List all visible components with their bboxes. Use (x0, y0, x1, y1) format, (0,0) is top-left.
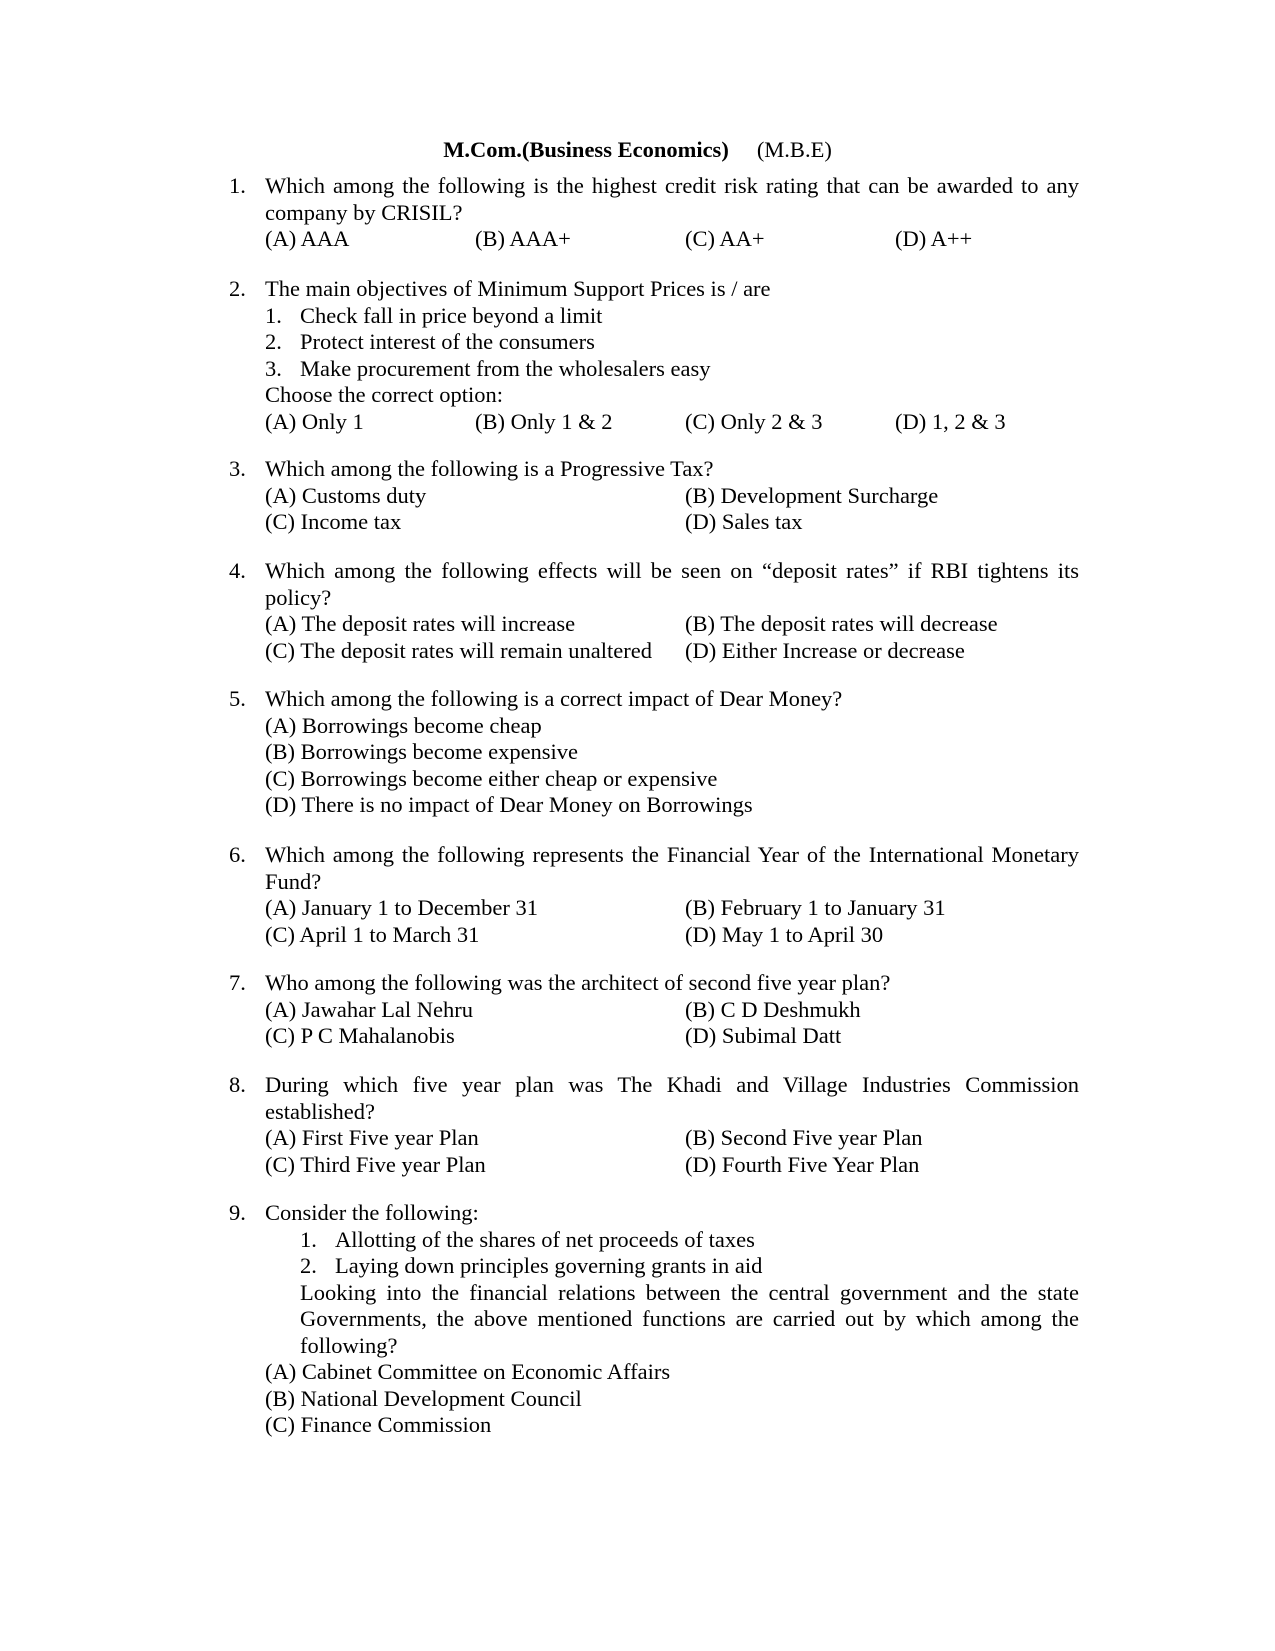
options (265, 611, 1079, 664)
option-b: (B) Borrowings become expensive (265, 739, 579, 764)
option-c: (C) P C Mahalanobis (265, 1023, 455, 1048)
question-6 (229, 842, 1079, 948)
options (265, 1125, 1079, 1178)
option-d: (D) Either Increase or decrease (685, 637, 965, 663)
question-number: 6. (229, 842, 246, 867)
question-stem: Which among the following is the highest credit risk rating that can be awarded to any company by CRISIL? (265, 173, 1079, 225)
option-b: (B) Development Surcharge (685, 482, 939, 508)
question-stem: Who among the following was the architect of second five year plan? (265, 970, 891, 995)
question-number: 9. (229, 1200, 246, 1225)
question-2 (229, 276, 1079, 435)
option-d: (D) There is no impact of Dear Money on Borrowings (265, 792, 753, 817)
page-title (0, 137, 1275, 164)
statement-2 (300, 1253, 1079, 1280)
option-b: (B) The deposit rates will decrease (685, 611, 998, 636)
statement-text: Protect interest of the consumers (300, 329, 595, 354)
question-stem: The main objectives of Minimum Support Prices is / are (265, 276, 771, 301)
option-a: (A) Borrowings become cheap (265, 712, 542, 738)
statement-text: Allotting of the shares of net proceeds of taxes (335, 1226, 755, 1252)
statement-3 (265, 356, 1079, 383)
question-number: 8. (229, 1072, 246, 1097)
question-stem: Which among the following is a Progressive Tax? (265, 456, 714, 481)
question-number: 3. (229, 456, 246, 481)
question-number: 1. (229, 173, 246, 198)
option-a: (A) Only 1 (265, 408, 364, 434)
question-note: Looking into the financial relations between the central government and the state Governments, the above mentioned functions are carried out by which among the following? (300, 1279, 1079, 1358)
question-stem: Consider the following: (265, 1200, 479, 1225)
option-a: (A) Jawahar Lal Nehru (265, 996, 474, 1022)
option-d: (D) 1, 2 & 3 (895, 408, 1006, 434)
statement-number: 1. (265, 302, 282, 328)
question-stem: Which among the following represents the Financial Year of the International Monetary Fund? (265, 842, 1079, 894)
statement-1 (300, 1227, 1079, 1254)
question-7 (229, 970, 1079, 1050)
option-a: (A) First Five year Plan (265, 1125, 479, 1150)
question-stem: Which among the following effects will be seen on “deposit rates” if RBI tightens its policy? (265, 558, 1079, 610)
statement-text: Laying down principles governing grants in aid (335, 1253, 763, 1278)
statement-1 (265, 303, 1079, 330)
options (265, 483, 1079, 536)
course-code: (M.B.E) (756, 137, 832, 162)
statement-2 (265, 329, 1079, 356)
option-c: (C) April 1 to March 31 (265, 921, 480, 947)
option-d: (D) Sales tax (685, 509, 803, 534)
statement-number: 1. (300, 1226, 317, 1252)
option-b: (B) C D Deshmukh (685, 996, 861, 1022)
question-number: 2. (229, 276, 246, 301)
option-d: (D) Subimal Datt (685, 1023, 842, 1048)
question-number: 4. (229, 558, 246, 583)
option-b: (B) AAA+ (475, 226, 571, 251)
question-number: 7. (229, 970, 246, 995)
option-b: (B) February 1 to January 31 (685, 895, 946, 920)
option-a: (A) January 1 to December 31 (265, 895, 539, 920)
options (265, 409, 1079, 436)
question-5 (229, 686, 1079, 819)
option-c: (C) Borrowings become either cheap or expensive (265, 765, 718, 791)
options (265, 226, 1079, 253)
option-c: (C) Third Five year Plan (265, 1151, 486, 1177)
course-title: M.Com.(Business Economics) (443, 137, 729, 162)
option-c: (C) Income tax (265, 509, 402, 534)
option-a: (A) AAA (265, 226, 350, 251)
option-a: (A) Cabinet Committee on Economic Affairs (265, 1359, 671, 1384)
question-number: 5. (229, 686, 246, 711)
option-c: (C) AA+ (685, 226, 765, 251)
option-c: (C) The deposit rates will remain unaltered (265, 637, 652, 663)
question-stem: Which among the following is a correct impact of Dear Money? (265, 686, 843, 711)
question-1 (229, 173, 1079, 253)
option-d: (D) May 1 to April 30 (685, 921, 884, 947)
question-8 (229, 1072, 1079, 1178)
option-b: (B) National Development Council (265, 1385, 582, 1411)
statement-number: 3. (265, 355, 282, 381)
option-b: (B) Second Five year Plan (685, 1125, 923, 1150)
option-a: (A) Customs duty (265, 482, 427, 508)
question-stem: During which five year plan was The Khadi and Village Industries Commission established? (265, 1072, 1079, 1124)
statement-number: 2. (300, 1253, 317, 1278)
statement-text: Make procurement from the wholesalers easy (300, 355, 711, 381)
question-9 (229, 1200, 1079, 1439)
question-3 (229, 456, 1079, 536)
statement-number: 2. (265, 329, 282, 354)
option-d: (D) A++ (895, 226, 973, 251)
question-note: Choose the correct option: (265, 382, 504, 407)
option-a: (A) The deposit rates will increase (265, 611, 576, 636)
option-b: (B) Only 1 & 2 (475, 408, 613, 434)
options (265, 997, 1079, 1050)
option-c: (C) Only 2 & 3 (685, 408, 823, 434)
option-d: (D) Fourth Five Year Plan (685, 1151, 920, 1177)
option-c: (C) Finance Commission (265, 1412, 492, 1437)
statement-text: Check fall in price beyond a limit (300, 302, 603, 328)
question-4 (229, 558, 1079, 664)
options (265, 895, 1079, 948)
